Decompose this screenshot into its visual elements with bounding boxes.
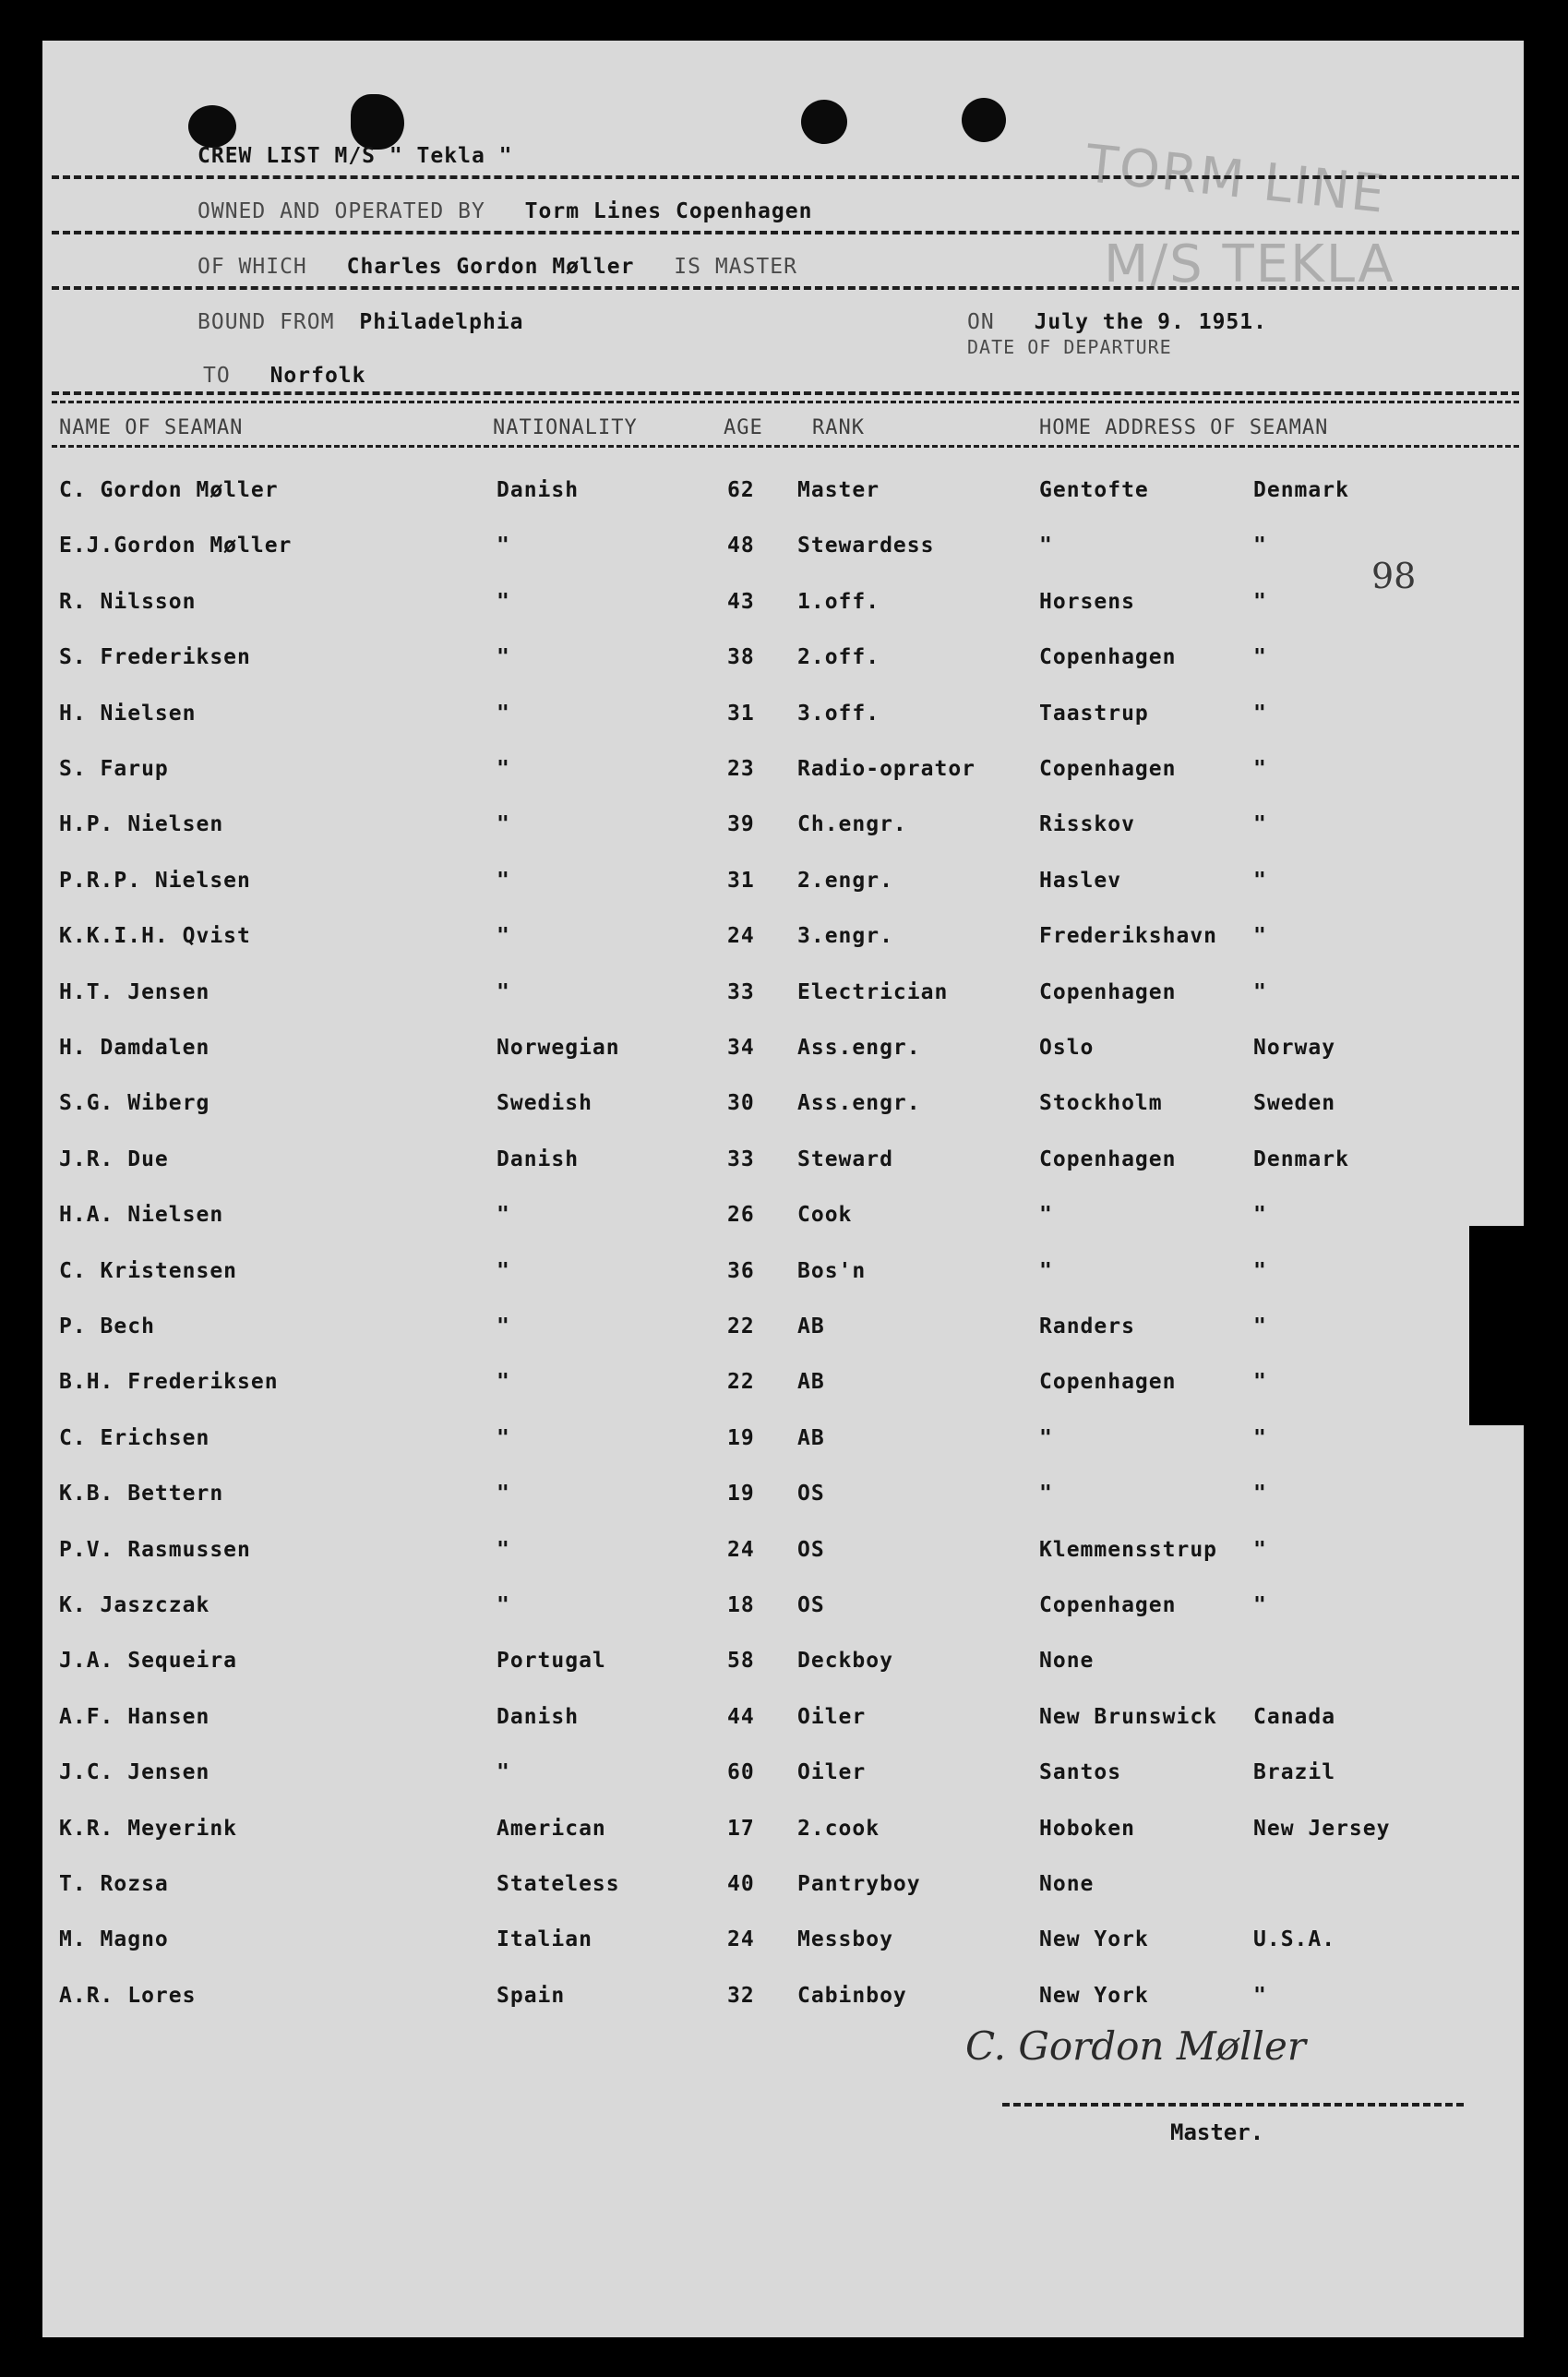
punch-hole	[801, 100, 847, 144]
crew-row	[42, 812, 1524, 849]
header-rule	[52, 175, 1519, 179]
crew-country: "	[1253, 1203, 1267, 1228]
crew-country: "	[1253, 757, 1267, 781]
crew-home: Copenhagen	[1039, 1146, 1177, 1171]
crew-rank: Ass.engr.	[797, 1091, 921, 1116]
crew-rank: 2.engr.	[797, 868, 893, 893]
crew-home: Klemmensstrup	[1039, 1537, 1218, 1562]
crew-age: 58	[727, 1649, 755, 1674]
crew-country: "	[1253, 1425, 1267, 1450]
crew-country: "	[1253, 534, 1267, 558]
crew-country: Norway	[1253, 1036, 1336, 1060]
crew-nationality: "	[497, 1203, 510, 1228]
crew-name: M. Magno	[59, 1927, 169, 1952]
crew-rank: 2.off.	[797, 645, 880, 670]
crew-home: Hoboken	[1039, 1816, 1135, 1841]
crew-home: None	[1039, 1872, 1095, 1896]
crew-home: New York	[1039, 1927, 1149, 1952]
crew-age: 19	[727, 1482, 755, 1507]
crew-nationality: Danish	[497, 1146, 580, 1171]
bound-line	[197, 310, 524, 334]
crew-home: Copenhagen	[1039, 1370, 1177, 1395]
crew-age: 40	[727, 1872, 755, 1896]
crew-row	[42, 702, 1524, 738]
crew-name: C. Gordon Møller	[59, 478, 279, 502]
crew-age: 48	[727, 534, 755, 558]
crew-name: P. Bech	[59, 1315, 155, 1339]
crew-country: "	[1253, 589, 1267, 614]
destination: Norfolk	[269, 364, 366, 388]
crew-age: 38	[727, 645, 755, 670]
crew-row	[42, 980, 1524, 1017]
crew-home: "	[1039, 1482, 1053, 1507]
crew-home: Copenhagen	[1039, 1593, 1177, 1617]
crew-rank: Deckboy	[797, 1649, 893, 1674]
crew-rank: Cabinboy	[797, 1983, 907, 2008]
crew-country: "	[1253, 1315, 1267, 1339]
stamp-line-2: M/S TEKLA	[1104, 234, 1395, 294]
crew-home: Taastrup	[1039, 701, 1149, 726]
crew-country: Sweden	[1253, 1091, 1336, 1116]
crew-name: K.K.I.H. Qvist	[59, 924, 251, 949]
destination-line	[203, 364, 366, 388]
crew-home: "	[1039, 1203, 1053, 1228]
crew-row	[42, 1705, 1524, 1742]
punch-hole	[188, 105, 236, 148]
crew-name: J.R. Due	[59, 1146, 169, 1171]
crew-age: 22	[727, 1370, 755, 1395]
crew-country: "	[1253, 812, 1267, 837]
header-rule	[52, 391, 1519, 395]
crew-name: B.H. Frederiksen	[59, 1370, 279, 1395]
crew-row	[42, 924, 1524, 961]
punch-hole	[962, 98, 1006, 142]
crew-row	[42, 478, 1524, 515]
crew-row	[42, 1482, 1524, 1519]
crew-nationality: "	[497, 701, 510, 726]
crew-country: "	[1253, 1983, 1267, 2008]
page-number: 98	[1371, 556, 1417, 596]
crew-name: H.A. Nielsen	[59, 1203, 224, 1228]
crew-name: C. Kristensen	[59, 1258, 238, 1283]
crew-age: 24	[727, 1537, 755, 1562]
crew-rank: Master	[797, 478, 880, 502]
crew-country: "	[1253, 979, 1267, 1004]
crew-name: S. Frederiksen	[59, 645, 251, 670]
crew-rank: Steward	[797, 1146, 893, 1171]
owner-name: Torm Lines Copenhagen	[524, 199, 813, 223]
crew-row	[42, 1370, 1524, 1407]
crew-home: "	[1039, 1425, 1053, 1450]
crew-row	[42, 1760, 1524, 1797]
crew-home: Copenhagen	[1039, 979, 1177, 1004]
crew-age: 19	[727, 1425, 755, 1450]
crew-rank: Oiler	[797, 1704, 867, 1729]
crew-rank: OS	[797, 1482, 825, 1507]
crew-nationality: Spain	[497, 1983, 566, 2008]
crew-age: 30	[727, 1091, 755, 1116]
crew-age: 60	[727, 1760, 755, 1785]
crew-row	[42, 590, 1524, 627]
punch-hole	[351, 94, 404, 150]
crew-row	[42, 1649, 1524, 1686]
crew-nationality: Danish	[497, 1704, 580, 1729]
crew-nationality: "	[497, 1315, 510, 1339]
crew-row	[42, 1426, 1524, 1463]
crew-home: Risskov	[1039, 812, 1135, 837]
crew-home: Stockholm	[1039, 1091, 1163, 1116]
crew-rank: 3.engr.	[797, 924, 893, 949]
crew-nationality: American	[497, 1816, 606, 1841]
crew-rank: 3.off.	[797, 701, 880, 726]
crew-name: S. Farup	[59, 757, 169, 781]
crew-age: 39	[727, 812, 755, 837]
crew-row	[42, 1872, 1524, 1909]
crew-age: 34	[727, 1036, 755, 1060]
crew-nationality: "	[497, 1537, 510, 1562]
header-rule	[52, 286, 1519, 290]
crew-name: S.G. Wiberg	[59, 1091, 210, 1116]
crew-name: K. Jaszczak	[59, 1593, 210, 1617]
crew-row	[42, 1036, 1524, 1073]
crew-country: "	[1253, 1370, 1267, 1395]
crew-age: 22	[727, 1315, 755, 1339]
crew-rank: 2.cook	[797, 1816, 880, 1841]
master-signature: C. Gordon Møller	[965, 2023, 1306, 2069]
master-suffix: IS MASTER	[674, 255, 797, 279]
crew-name: P.V. Rasmussen	[59, 1537, 251, 1562]
crew-age: 17	[727, 1816, 755, 1841]
crew-row	[42, 1984, 1524, 2021]
crew-rank: AB	[797, 1370, 825, 1395]
crew-home: Copenhagen	[1039, 645, 1177, 670]
crew-nationality: "	[497, 1482, 510, 1507]
on-label: ON	[967, 310, 995, 334]
crew-name: J.A. Sequeira	[59, 1649, 238, 1674]
crew-home: New Brunswick	[1039, 1704, 1218, 1729]
crew-home: "	[1039, 534, 1053, 558]
crew-nationality: "	[497, 1593, 510, 1617]
crew-country: New Jersey	[1253, 1816, 1391, 1841]
crew-country: "	[1253, 645, 1267, 670]
col-header-rank: RANK	[812, 416, 865, 439]
crew-row	[42, 1203, 1524, 1240]
crew-row	[42, 1593, 1524, 1630]
crew-age: 23	[727, 757, 755, 781]
crew-row	[42, 1315, 1524, 1351]
crew-nationality: Norwegian	[497, 1036, 620, 1060]
crew-row	[42, 869, 1524, 906]
crew-rank: Ass.engr.	[797, 1036, 921, 1060]
crew-rank: Messboy	[797, 1927, 893, 1952]
crew-age: 18	[727, 1593, 755, 1617]
crew-nationality: "	[497, 924, 510, 949]
crew-rank: Radio-oprator	[797, 757, 976, 781]
crew-home: Copenhagen	[1039, 757, 1177, 781]
owned-label: OWNED AND OPERATED BY	[197, 199, 485, 223]
col-header-name: NAME OF SEAMAN	[59, 416, 244, 439]
crew-nationality: Portugal	[497, 1649, 606, 1674]
departure-line	[967, 310, 1267, 334]
crew-country: "	[1253, 701, 1267, 726]
crew-nationality: "	[497, 979, 510, 1004]
crew-name: C. Erichsen	[59, 1425, 210, 1450]
crew-age: 32	[727, 1983, 755, 2008]
crew-row	[42, 1538, 1524, 1575]
crew-name: P.R.P. Nielsen	[59, 868, 251, 893]
crew-country: Brazil	[1253, 1760, 1336, 1785]
crew-rank: Ch.engr.	[797, 812, 907, 837]
crew-home: Haslev	[1039, 868, 1122, 893]
crew-rank: Bos'n	[797, 1258, 867, 1283]
crew-name: H.P. Nielsen	[59, 812, 224, 837]
crew-name: H. Damdalen	[59, 1036, 210, 1060]
crew-country: "	[1253, 1537, 1267, 1562]
crew-nationality: Danish	[497, 478, 580, 502]
crew-rank: Oiler	[797, 1760, 867, 1785]
crew-nationality: "	[497, 589, 510, 614]
crew-rank: Cook	[797, 1203, 853, 1228]
crew-age: 33	[727, 979, 755, 1004]
crew-age: 43	[727, 589, 755, 614]
bound-label: BOUND FROM	[197, 310, 335, 334]
crew-row	[42, 757, 1524, 794]
crew-home: Horsens	[1039, 589, 1135, 614]
crew-home: Oslo	[1039, 1036, 1095, 1060]
crew-age: 33	[727, 1146, 755, 1171]
crew-age: 62	[727, 478, 755, 502]
date-of-departure-label: DATE OF DEPARTURE	[967, 336, 1172, 358]
header-rule	[52, 401, 1519, 403]
bound-from: Philadelphia	[359, 310, 524, 334]
departure-date: July the 9. 1951.	[1034, 310, 1267, 334]
crew-name: J.C. Jensen	[59, 1760, 210, 1785]
crew-home: None	[1039, 1649, 1095, 1674]
crew-age: 24	[727, 1927, 755, 1952]
crew-age: 44	[727, 1704, 755, 1729]
col-header-nationality: NATIONALITY	[493, 416, 638, 439]
crew-name: E.J.Gordon Møller	[59, 534, 293, 558]
crew-row	[42, 1259, 1524, 1296]
crew-country: Canada	[1253, 1704, 1336, 1729]
crew-row	[42, 534, 1524, 570]
crew-country: "	[1253, 1482, 1267, 1507]
crew-age: 36	[727, 1258, 755, 1283]
crew-rank: 1.off.	[797, 589, 880, 614]
crew-rank: Stewardess	[797, 534, 935, 558]
document-title: CREW LIST M/S " Tekla "	[197, 144, 513, 168]
crew-name: H. Nielsen	[59, 701, 197, 726]
crew-row	[42, 1091, 1524, 1128]
stamp-line-1: TORM LINE	[1083, 134, 1389, 225]
crew-nationality: "	[497, 868, 510, 893]
crew-nationality: "	[497, 534, 510, 558]
crew-nationality: Swedish	[497, 1091, 592, 1116]
crew-name: A.R. Lores	[59, 1983, 197, 2008]
master-line	[197, 255, 797, 279]
crew-nationality: "	[497, 1760, 510, 1785]
crew-row	[42, 1147, 1524, 1184]
crew-home: "	[1039, 1258, 1053, 1283]
crew-nationality: "	[497, 1370, 510, 1395]
master-label: OF WHICH	[197, 255, 307, 279]
crew-home: Gentofte	[1039, 478, 1149, 502]
crew-nationality: "	[497, 1425, 510, 1450]
crew-nationality: "	[497, 1258, 510, 1283]
crew-name: T. Rozsa	[59, 1872, 169, 1896]
crew-name: K.B. Bettern	[59, 1482, 224, 1507]
crew-country: "	[1253, 924, 1267, 949]
crew-rank: Electrician	[797, 979, 949, 1004]
to-label: TO	[203, 364, 231, 388]
crew-nationality: "	[497, 812, 510, 837]
crew-rank: OS	[797, 1537, 825, 1562]
crew-nationality: "	[497, 645, 510, 670]
crew-row	[42, 645, 1524, 682]
signature-line	[1002, 2103, 1464, 2107]
crew-row	[42, 1817, 1524, 1854]
crew-country: Denmark	[1253, 1146, 1349, 1171]
crew-name: H.T. Jensen	[59, 979, 210, 1004]
document-sheet	[42, 41, 1524, 2337]
crew-country: "	[1253, 1258, 1267, 1283]
header-rule	[52, 231, 1519, 234]
crew-nationality: "	[497, 757, 510, 781]
crew-home: New York	[1039, 1983, 1149, 2008]
crew-age: 24	[727, 924, 755, 949]
crew-country: Denmark	[1253, 478, 1349, 502]
crew-rank: OS	[797, 1593, 825, 1617]
crew-name: K.R. Meyerink	[59, 1816, 238, 1841]
crew-name: A.F. Hansen	[59, 1704, 210, 1729]
crew-nationality: Stateless	[497, 1872, 620, 1896]
crew-name: R. Nilsson	[59, 589, 197, 614]
crew-rank: AB	[797, 1425, 825, 1450]
owner-line	[197, 199, 812, 223]
crew-row	[42, 1927, 1524, 1964]
crew-home: Frederikshavn	[1039, 924, 1218, 949]
crew-home: Randers	[1039, 1315, 1135, 1339]
col-header-age: AGE	[724, 416, 763, 439]
crew-age: 31	[727, 868, 755, 893]
col-header-home-address: HOME ADDRESS OF SEAMAN	[1039, 416, 1329, 439]
crew-country: "	[1253, 1593, 1267, 1617]
crew-age: 26	[727, 1203, 755, 1228]
master-name: Charles Gordon Møller	[346, 255, 635, 279]
crew-rank: AB	[797, 1315, 825, 1339]
crew-rank: Pantryboy	[797, 1872, 921, 1896]
crew-country: U.S.A.	[1253, 1927, 1336, 1952]
column-header-rule	[52, 445, 1519, 448]
signature-title: Master.	[1170, 2119, 1264, 2145]
crew-home: Santos	[1039, 1760, 1122, 1785]
crew-nationality: Italian	[497, 1927, 592, 1952]
crew-age: 31	[727, 701, 755, 726]
crew-country: "	[1253, 868, 1267, 893]
